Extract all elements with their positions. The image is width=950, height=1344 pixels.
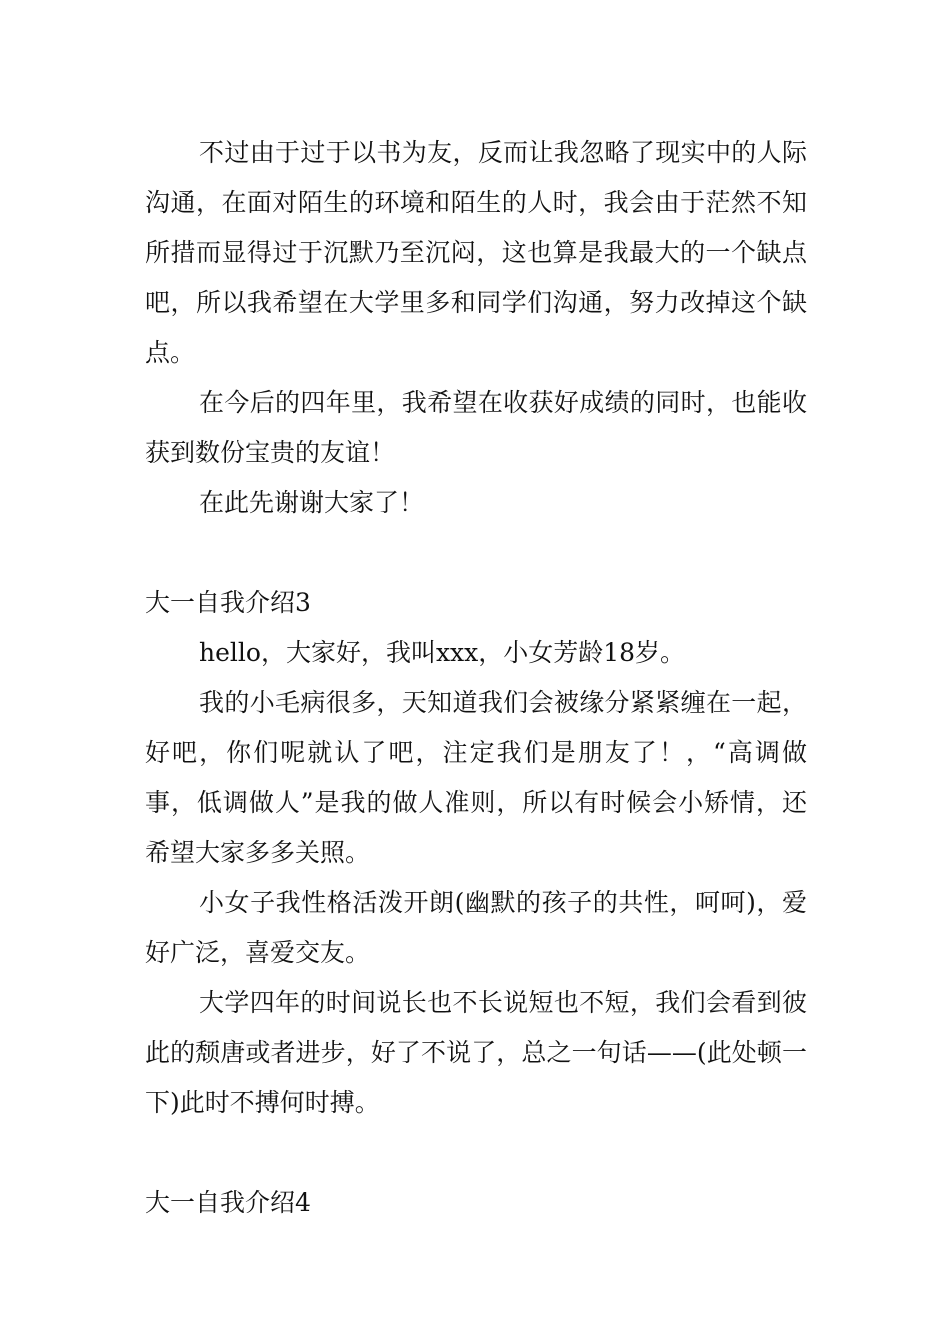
document-body: [145, 128, 807, 1228]
paragraph-habits: 我的小毛病很多，天知道我们会被缘分紧紧缠在一起，好吧，你们呢就认了吧，注定我们是朋友了！，“高调做事，低调做人”是我的做人准则，所以有时候会小矫情，还希望大家多多关照。: [145, 688, 807, 867]
paragraph-future-hopes: 在今后的四年里，我希望在收获好成绩的同时，也能收获到数份宝贵的友谊！: [145, 388, 807, 467]
paragraph-greeting: hello，大家好，我叫xxx，小女芳龄18岁。: [199, 638, 686, 667]
section-heading-4: 大一自我介绍4: [145, 1188, 311, 1217]
paragraph-university-years: 大学四年的时间说长也不长说短也不短，我们会看到彼此的颓唐或者进步，好了不说了，总之一句话——(此处顿一下)此时不搏何时搏。: [145, 988, 807, 1117]
paragraph-personality: 小女子我性格活泼开朗(幽默的孩子的共性，呵呵)，爱好广泛，喜爱交友。: [145, 888, 807, 967]
paragraph-thanks: 在此先谢谢大家了！: [199, 488, 425, 517]
section-spacer: [145, 528, 807, 578]
paragraph-shortcoming: 不过由于过于以书为友，反而让我忽略了现实中的人际沟通，在面对陌生的环境和陌生的人时，我会由于茫然不知所措而显得过于沉默乃至沉闷，这也算是我最大的一个缺点吧，所以我希望在大学里多和同学们沟通，努力改掉这个缺点。: [145, 138, 807, 367]
section-spacer: [145, 1128, 807, 1178]
section-heading-3: 大一自我介绍3: [145, 588, 311, 617]
